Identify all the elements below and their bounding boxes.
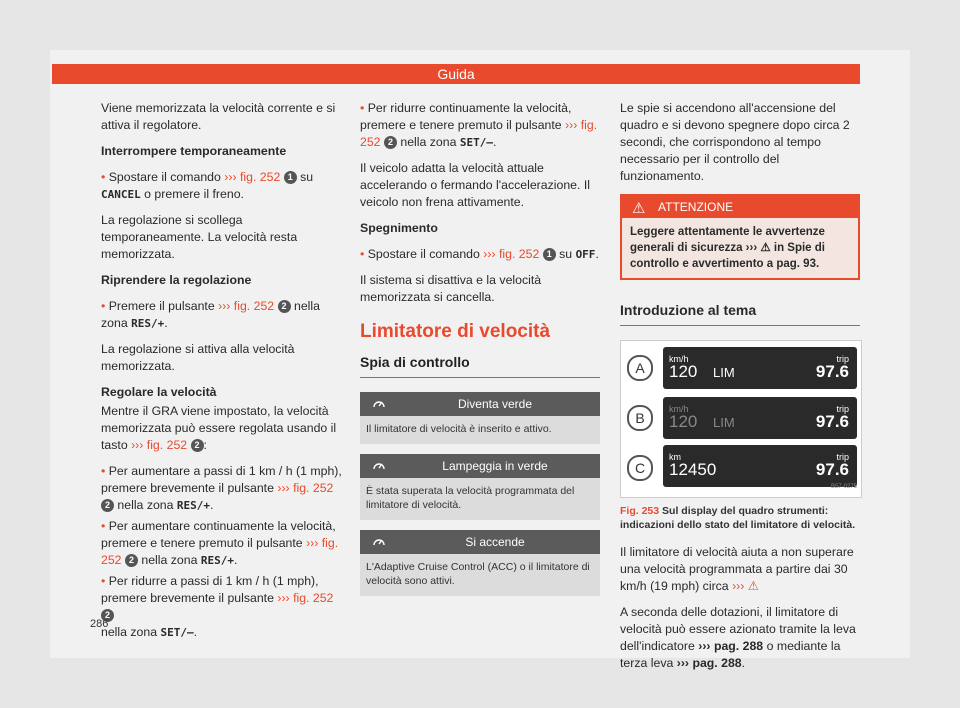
- subheading: Riprendere la regolazione: [101, 273, 252, 287]
- lamp-description: L'Adaptive Cruise Control (ACC) o il limitatore di velocità sono attivi.: [360, 554, 600, 596]
- bullet-item: • Per aumentare continuamente la velocità, premere e tenere premuto il pulsante ››› fig. 252 2 nella zona RES/+.: [101, 519, 339, 567]
- lamp-entry: [360, 392, 600, 444]
- paragraph: Le spie si accendono all'accensione del quadro e si devono spegnere dopo circa 2 secondi, che corrispondono al tempo necessario per il controllo del funzionamento.: [620, 101, 850, 183]
- paragraph: A seconda delle dotazioni, il limitatore di velocità può essere azionato tramite la leva dell'indicatore ››› pag. 288 o mediante la terza leva ››› pag. 288.: [620, 605, 856, 670]
- display-row: km/h 120 LIM trip 97.6: [663, 397, 857, 439]
- lamp-description: Il limitatore di velocità è inserito e attivo.: [360, 416, 600, 444]
- column-3: [620, 100, 860, 681]
- callout-number: 2: [191, 439, 204, 452]
- fig-ref-link[interactable]: ››› fig. 252: [131, 438, 188, 452]
- subsection-title: Spia di controllo: [360, 354, 600, 378]
- fig-ref-link[interactable]: ››› fig. 252: [218, 299, 275, 313]
- warning-triangle-icon: ⚠: [632, 200, 646, 217]
- subsection-title: Introduzione al tema: [620, 302, 860, 326]
- warning-text: Leggere attentamente le avvertenze generali di sicurezza ››› ⚠ in Spie di controllo e avvertimento a pag. 93.: [630, 226, 825, 270]
- paragraph: Viene memorizzata la velocità corrente e si attiva il regolatore.: [101, 101, 336, 132]
- fig-ref-link[interactable]: ››› fig. 252: [224, 170, 281, 184]
- callout-number: 1: [543, 248, 556, 261]
- paragraph: Mentre il GRA viene impostato, la velocità memorizzata può essere regolata usando il tasto ››› fig. 252 2 :: [101, 404, 337, 452]
- fig-ref-link[interactable]: ››› fig. 252: [360, 118, 598, 149]
- figure-caption: Fig. 253 Sul display del quadro strumenti: indicazioni dello stato del limitatore di velocità.: [620, 505, 856, 531]
- display-row: km 12450 trip 97.6: [663, 445, 857, 487]
- bullet-item: • Per aumentare a passi di 1 km / h (1 mph), premere brevemente il pulsante ››› fig. 252 2 nella zona RES/+.: [101, 464, 342, 512]
- key-label: OFF: [575, 248, 596, 261]
- bullet-item: • Spostare il comando ››› fig. 252 1 su OFF.: [360, 247, 599, 261]
- lamp-title: Diventa verde: [457, 397, 533, 411]
- page-ref-link[interactable]: ››› pag. 288: [698, 639, 764, 653]
- callout-number: 2: [125, 554, 138, 567]
- subheading: Interrompere temporaneamente: [101, 144, 287, 158]
- lamp-entry: [360, 530, 600, 596]
- page-number: 286: [90, 618, 109, 630]
- key-label: SET/–: [459, 136, 493, 149]
- warning-box: [620, 194, 860, 280]
- paragraph: La regolazione si scollega temporaneamente. La velocità resta memorizzata.: [101, 213, 298, 261]
- key-label: RES/+: [131, 317, 165, 330]
- lamp-description: È stata superata la velocità programmata del limitatore di velocità.: [360, 478, 600, 520]
- bullet-item: • Premere il pulsante ››› fig. 252 2 nella zona RES/+.: [101, 299, 320, 330]
- callout-number: 2: [278, 300, 291, 313]
- paragraph: Il veicolo adatta la velocità attuale accelerando o fermando l'accelerazione. Il veicolo non frena attivamente.: [360, 161, 590, 209]
- callout-number: 1: [284, 171, 297, 184]
- paragraph: Il limitatore di velocità aiuta a non superare una velocità programmata a partire dai 30 km/h (19 mph) circa ››› ⚠: [620, 545, 854, 593]
- bullet-item: • Per ridurre a passi di 1 km / h (1 mph), premere brevemente il pulsante ››› fig. 252 2 nella zona SET/–.: [101, 574, 334, 639]
- subheading: Regolare la velocità: [101, 385, 217, 399]
- fig-ref-link[interactable]: ››› fig. 252: [101, 536, 339, 567]
- key-label: SET/–: [160, 626, 194, 639]
- warning-ref-link[interactable]: ››› ⚠: [732, 579, 759, 593]
- subheading: Spegnimento: [360, 221, 438, 235]
- lamp-title: Lampeggia in verde: [442, 459, 548, 473]
- bullet-item: • Per ridurre continuamente la velocità, premere e tenere premuto il pulsante ››› fig. 252 2 nella zona SET/–.: [360, 101, 598, 149]
- paragraph: Il sistema si disattiva e la velocità memorizzata si cancella.: [360, 273, 542, 304]
- callout-letter: C: [627, 455, 653, 481]
- callout-number: 2: [101, 609, 114, 622]
- display-row: km/h 120 LIM trip 97.6: [663, 347, 857, 389]
- figure-display-states: [620, 340, 862, 498]
- fig-ref-link[interactable]: ››› fig. 252: [483, 247, 540, 261]
- lamp-entry: [360, 454, 600, 520]
- figure-code: B57-0275: [830, 484, 857, 490]
- key-label: RES/+: [200, 554, 234, 567]
- section-header: Guida: [52, 64, 860, 84]
- fig-ref-link[interactable]: ››› fig. 252: [277, 591, 334, 605]
- key-label: RES/+: [176, 499, 211, 512]
- column-2: [360, 100, 600, 606]
- paragraph: La regolazione si attiva alla velocità memorizzata.: [101, 342, 295, 373]
- key-label: CANCEL: [101, 188, 141, 201]
- callout-number: 2: [101, 499, 114, 512]
- callout-letter: B: [627, 405, 653, 431]
- section-title: Limitatore di velocità: [360, 321, 551, 342]
- lamp-title: Si accende: [465, 535, 525, 549]
- callout-letter: A: [627, 355, 653, 381]
- column-1: [101, 100, 346, 650]
- callout-number: 2: [384, 136, 397, 149]
- warning-title: ATTENZIONE: [658, 200, 734, 214]
- bullet-item: • Spostare il comando ››› fig. 252 1 su CANCEL o premere il freno.: [101, 170, 314, 201]
- page-ref-link[interactable]: ››› pag. 288: [676, 656, 742, 670]
- fig-ref-link[interactable]: ››› fig. 252: [277, 481, 334, 495]
